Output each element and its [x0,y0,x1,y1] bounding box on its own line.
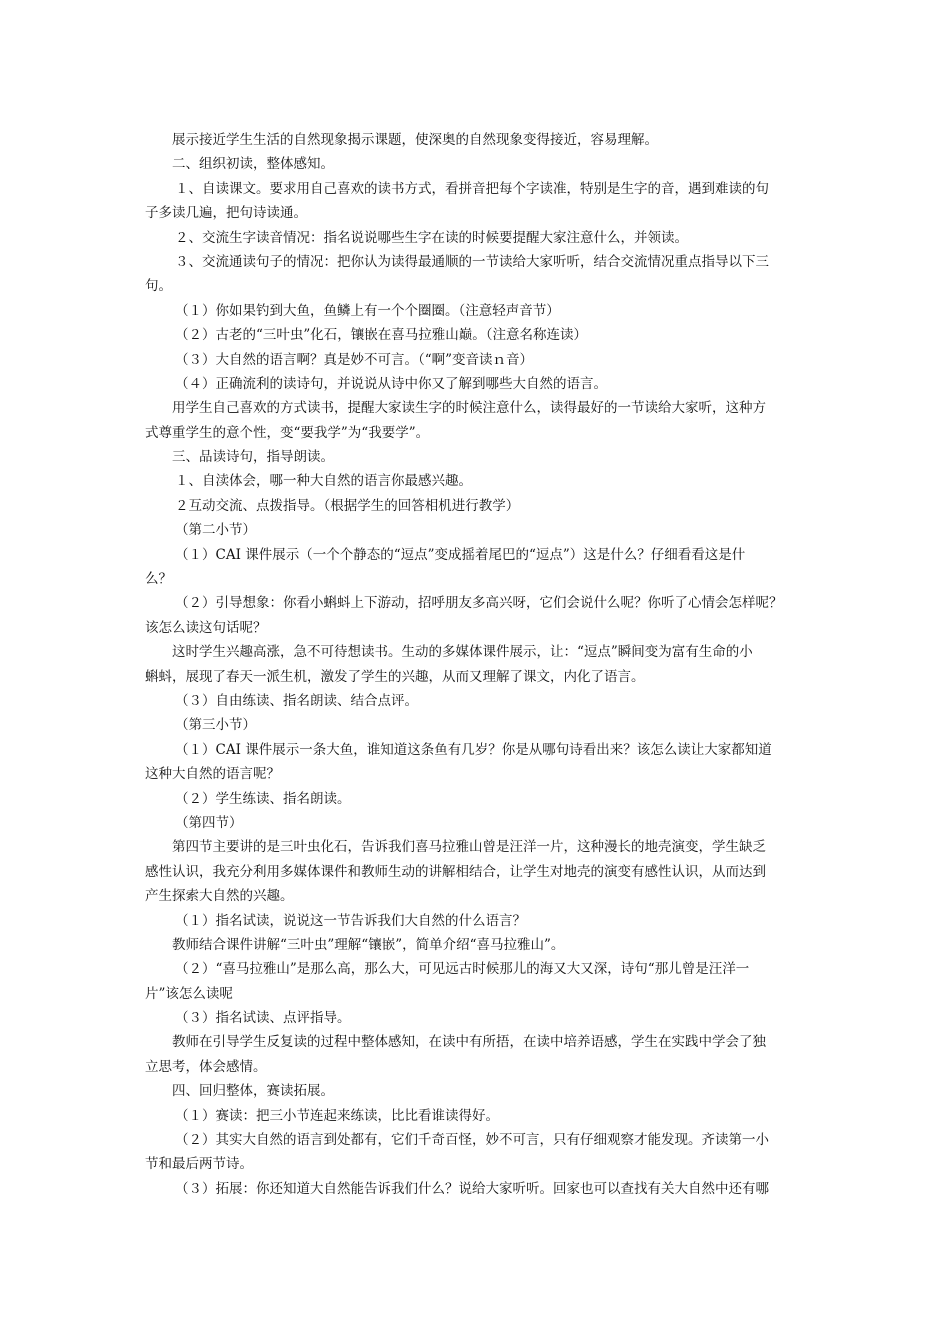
text-line: （２）古老的“三叶虫”化石，镶嵌在喜马拉雅山巅。（注意名称连读） [175,327,588,344]
text-line: （１）CAI 课件展示一条大鱼，谁知道这条鱼有几岁？你是从哪句诗看出来？该怎么读让大家都知道 [175,741,772,758]
text-line: １、自渎体会，哪一种大自然的语言你最感兴趣。 [175,473,472,490]
text-line: （２）学生练读、指名朗读。 [175,790,351,807]
text-line: （２）“喜马拉雅山”是那么高，那么大，可见远古时候那儿的海又大又深，诗句“那儿曾是汪洋一 [175,961,750,978]
text-line: 式尊重学生的意个性，变“要我学”为“我要学”。 [145,424,430,441]
text-line: 四、回归整体，赛读拓展。 [172,1083,334,1100]
text-line: （１）CAI 课件展示（一个个静态的“逗点”变成摇着尾巴的“逗点”）这是什么？仔细看看这是什 [175,546,746,563]
text-line: （第二小节） [175,522,256,539]
text-line: 蝌蚪，展现了春天一派生机，激发了学生的兴趣，从而又理解了课文，内化了语言。 [145,668,645,685]
text-line: 用学生自己喜欢的方式读书，提醒大家读生字的时候注意什么，读得最好的一节读给大家听，这种方 [172,400,766,417]
text-line: （第四节） [175,814,243,831]
text-line: （３）自由练读、指名朗读、结合点评。 [175,692,418,709]
document-page [145,128,813,1201]
text-line: （４）正确流利的读诗句，并说说从诗中你又了解到哪些大自然的语言。 [175,375,607,392]
text-line: 这种大自然的语言呢？ [145,766,280,783]
text-line: ２互动交流、点拨指导。（根据学生的回答相机进行教学） [175,497,520,514]
text-line: 教师结合课件讲解“三叶虫”理解“镶嵌”，简单介绍“喜马拉雅山”。 [172,936,565,953]
text-line: 三、品读诗句，指导朗读。 [172,449,334,466]
text-line: 这时学生兴趣高涨，急不可待想读书。生动的多媒体课件展示，让：“逗点”瞬间变为富有生命的小 [172,644,753,661]
text-line: （３）拓展：你还知道大自然能告诉我们什么？说给大家听听。回家也可以查找有关大自然中还有哪 [175,1180,769,1197]
text-line: （２）引导想象：你看小蝌蚪上下游动，招呼朋友多高兴呀，它们会说什么呢？你听了心情会怎样呢？ [175,595,783,612]
text-line: （１）你如果钓到大鱼，鱼鳞上有一个个圈圈。（注意轻声音节） [175,302,560,319]
text-line: ２、交流生字读音情况：指名说说哪些生字在读的时候要提醒大家注意什么，并领读。 [175,229,688,246]
text-line: 教师在引导学生反复读的过程中整体感知，在读中有所捂，在读中培养语感，学生在实践中学会了独 [172,1034,766,1051]
text-line: 展示接近学生生活的自然现象揭示课题，使深奥的自然现象变得接近，容易理解。 [172,132,658,148]
text-line: （１）指名试读，说说这一节告诉我们大自然的什么语言？ [175,912,526,929]
text-line: 该怎么读这句话呢？ [145,619,267,636]
text-line: 子多读几遍，把句诗读通。 [145,205,307,222]
text-line: １、自读课文。要求用自己喜欢的读书方式，看拼音把每个字读准，特别是生字的音，遇到难读的句 [175,180,769,197]
text-line: 感性认识，我充分利用多媒体课件和教师生动的讲解相结合，让学生对地壳的演变有感性认识，从而达到 [145,863,766,880]
text-line: 第四节主要讲的是三叶虫化石，告诉我们喜马拉雅山曾是汪洋一片，这种漫长的地壳演变，学生缺乏 [172,839,766,856]
text-line: ３、交流通读句子的情况：把你认为读得最通顺的一节读给大家听听，结合交流情况重点指导以下三 [175,253,769,270]
text-line: 么？ [145,571,172,588]
text-line: 片”该怎么读呢 [145,985,233,1002]
text-line: 二、组织初读，整体感知。 [172,156,334,173]
text-line: （３）指名试读、点评指导。 [175,1010,351,1027]
text-line: 立思考，体会感情。 [145,1058,267,1075]
text-line: （３）大自然的语言啊？真是妙不可言。（“啊”变音读ｎ音） [175,351,534,368]
text-line: （１）赛读：把三小节连起来练读，比比看谁读得好。 [175,1107,499,1124]
text-line: （第三小节） [175,717,256,734]
text-line: （２）其实大自然的语言到处都有，它们千奇百怪，妙不可言，只有仔细观察才能发现。齐读第一小 [175,1132,769,1149]
text-line: 节和最后两节诗。 [145,1156,253,1173]
text-line: 产生探索大自然的兴趣。 [145,888,294,905]
text-line: 句。 [145,278,172,295]
